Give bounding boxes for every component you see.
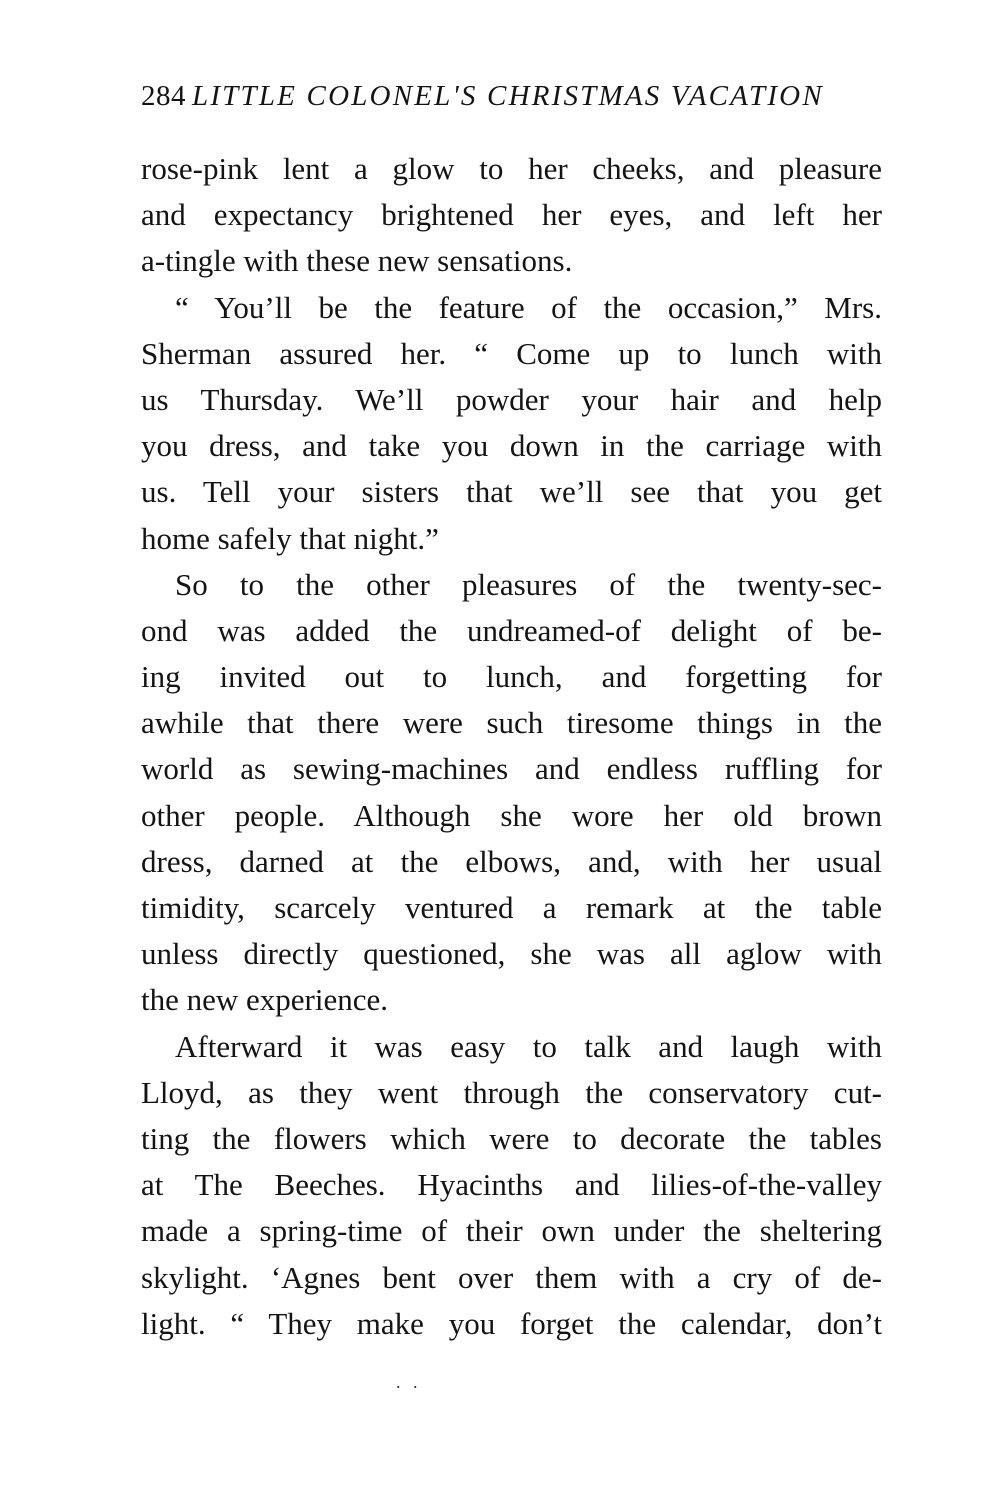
text-line: at The Beeches. Hyacinths and lilies-of-the-valley xyxy=(141,1167,882,1203)
page-number: 284 xyxy=(141,80,186,112)
body-text xyxy=(141,146,882,1347)
text-line: us Thursday. We’ll powder your hair and help xyxy=(141,381,882,417)
text-line: other people. Although she wore her old brown xyxy=(141,797,882,833)
text-line: made a spring-time of their own under the sheltering xyxy=(141,1213,882,1249)
text-line: rose-pink lent a glow to her cheeks, and pleasure xyxy=(141,151,882,186)
text-line: home safely that night.” xyxy=(141,520,439,556)
text-line: So to the other pleasures of the twenty-sec- xyxy=(175,566,882,602)
text-line: Lloyd, as they went through the conservatory cut- xyxy=(141,1074,882,1110)
text-line: skylight. ‘Agnes bent over them with a cry of de- xyxy=(141,1259,882,1295)
text-line: you dress, and take you down in the carriage with xyxy=(141,428,882,464)
text-line: a-tingle with these new sensations. xyxy=(141,243,573,279)
text-line: dress, darned at the elbows, and, with her usual xyxy=(141,843,882,879)
text-line: timidity, scarcely ventured a remark at the table xyxy=(141,890,882,925)
text-line: Afterward it was easy to talk and laugh with xyxy=(175,1028,882,1064)
text-line: and expectancy brightened her eyes, and left her xyxy=(141,197,882,233)
text-line: ting the flowers which were to decorate the tables xyxy=(141,1120,882,1156)
text-line: world as sewing-machines and endless ruffling for xyxy=(141,751,882,787)
text-line: the new experience. xyxy=(141,982,389,1018)
text-line: ing invited out to lunch, and forgetting for xyxy=(141,659,882,695)
book-title: LITTLE COLONEL'S CHRISTMAS VACATION xyxy=(192,80,824,112)
text-line: light. “ They make you forget the calendar, don’t xyxy=(141,1305,882,1341)
text-line: unless directly questioned, she was all aglow with xyxy=(141,936,882,972)
running-head xyxy=(141,76,881,116)
text-line: Sherman assured her. “ Come up to lunch with xyxy=(141,335,882,371)
signature-mark: . . xyxy=(396,1372,422,1392)
text-line: awhile that there were such tiresome things in the xyxy=(141,705,882,741)
text-line: ond was added the undreamed-of delight of be- xyxy=(141,612,882,648)
text-line: “ You’ll be the feature of the occasion,” Mrs. xyxy=(175,289,882,325)
text-line: us. Tell your sisters that we’ll see that you get xyxy=(141,474,882,510)
